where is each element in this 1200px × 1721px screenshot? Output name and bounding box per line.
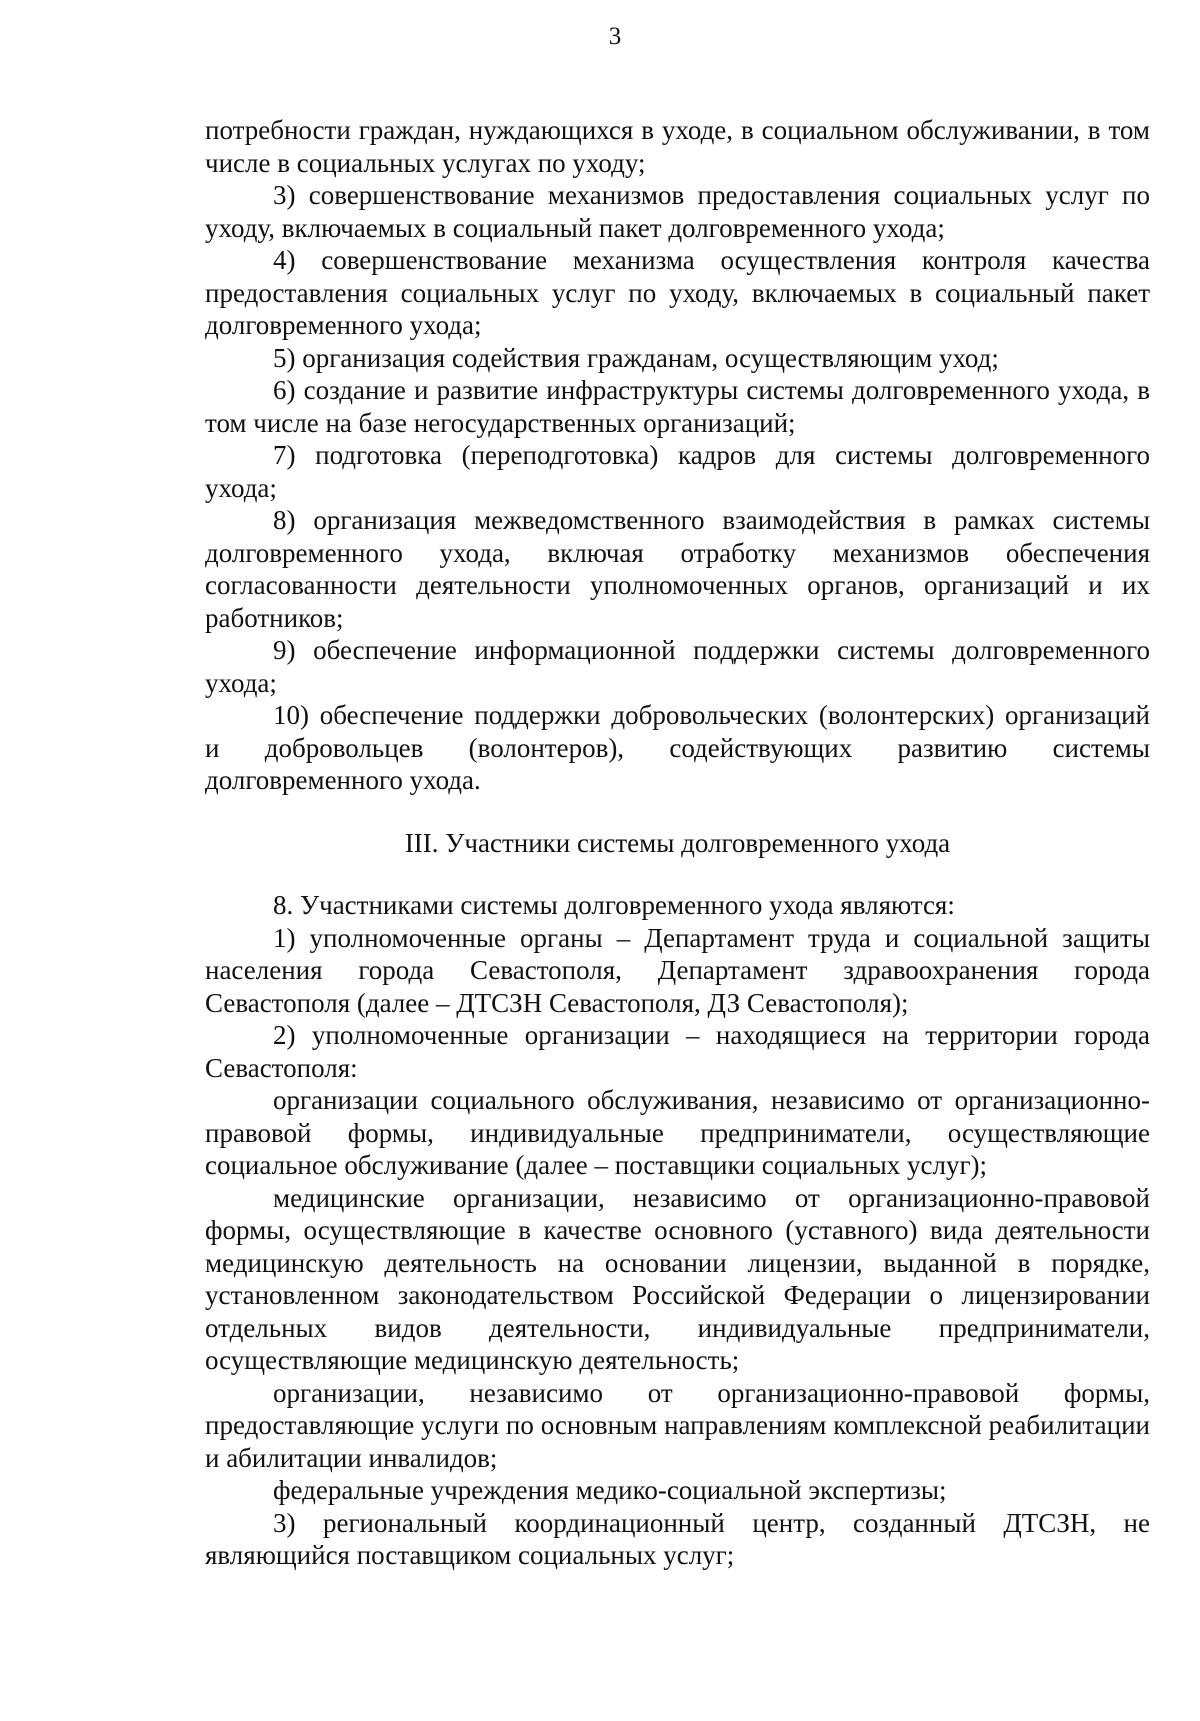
section-heading: III. Участники системы долговременного ухода [404, 827, 951, 858]
list-item-10: 10) обеспечение поддержки добровольческих (волонтерских) организаций и добровольцев (волонтеров), содействующих развитию системы долговременного ухода. [205, 700, 1150, 795]
participant-item-1: 1) уполномоченные органы – Департамент труда и социальной защиты населения города Севастополя, Департамент здравоохранения города Севастополя (далее – ДТСЗН Севастополя, ДЗ Севастополя); [205, 922, 1150, 1018]
list-item-7: 7) подготовка (переподготовка) кадров для системы долговременного ухода; [205, 440, 1150, 503]
paragraph-continuation: потребности граждан, нуждающихся в уходе, в социальном обслуживании, в том числе в социальных услугах по уходу; [205, 115, 1150, 178]
participant-social-organizations: организации социального обслуживания, независимо от организационно-правовой формы, индивидуальные предприниматели, осуществляющие социальное обслуживание (далее – поставщики социальных услуг); [205, 1085, 1150, 1180]
page-number: 3 [608, 23, 622, 50]
list-item-8: 8) организация межведомственного взаимодействия в рамках системы долговременного ухода, включая отработку механизмов обеспечения согласованности деятельности уполномоченных органов, организаций и их работников; [205, 505, 1150, 633]
participant-federal-institutions: федеральные учреждения медико-социальной экспертизы; [273, 1475, 947, 1505]
clause-8: 8. Участниками системы долговременного ухода являются: [273, 890, 955, 920]
list-item-9: 9) обеспечение информационной поддержки системы долговременного ухода; [205, 635, 1150, 698]
participant-item-3: 3) региональный координационный центр, созданный ДТСЗН, не являющийся поставщиком социальных услуг; [205, 1507, 1150, 1570]
list-item-6: 6) создание и развитие инфраструктуры системы долговременного ухода, в том числе на базе негосударственных организаций; [205, 375, 1150, 438]
document-body [205, 114, 1150, 1572]
list-item-4: 4) совершенствование механизма осуществления контроля качества предоставления социальных услуг по уходу, включаемых в социальный пакет долговременного ухода; [205, 245, 1150, 340]
participant-rehabilitation-organizations: организации, независимо от организационно-правовой формы, предоставляющие услуги по основным направлениям комплексной реабилитации и абилитации инвалидов; [205, 1377, 1150, 1473]
participant-medical-organizations: медицинские организации, независимо от организационно-правовой формы, осуществляющие в качестве основного (уставного) вида деятельности медицинскую деятельность на основании лицензии, выданной в порядке, установленном законодательством Российской Федерации о лицензировании отдельных видов деятельности, индивидуальные предприниматели, осуществляющие медицинскую деятельность; [205, 1182, 1150, 1375]
participant-item-2: 2) уполномоченные организации – находящиеся на территории города Севастополя: [205, 1020, 1150, 1083]
list-item-3: 3) совершенствование механизмов предоставления социальных услуг по уходу, включаемых в социальный пакет долговременного ухода; [205, 180, 1150, 243]
list-item-5: 5) организация содействия гражданам, осуществляющим уход; [273, 342, 999, 373]
